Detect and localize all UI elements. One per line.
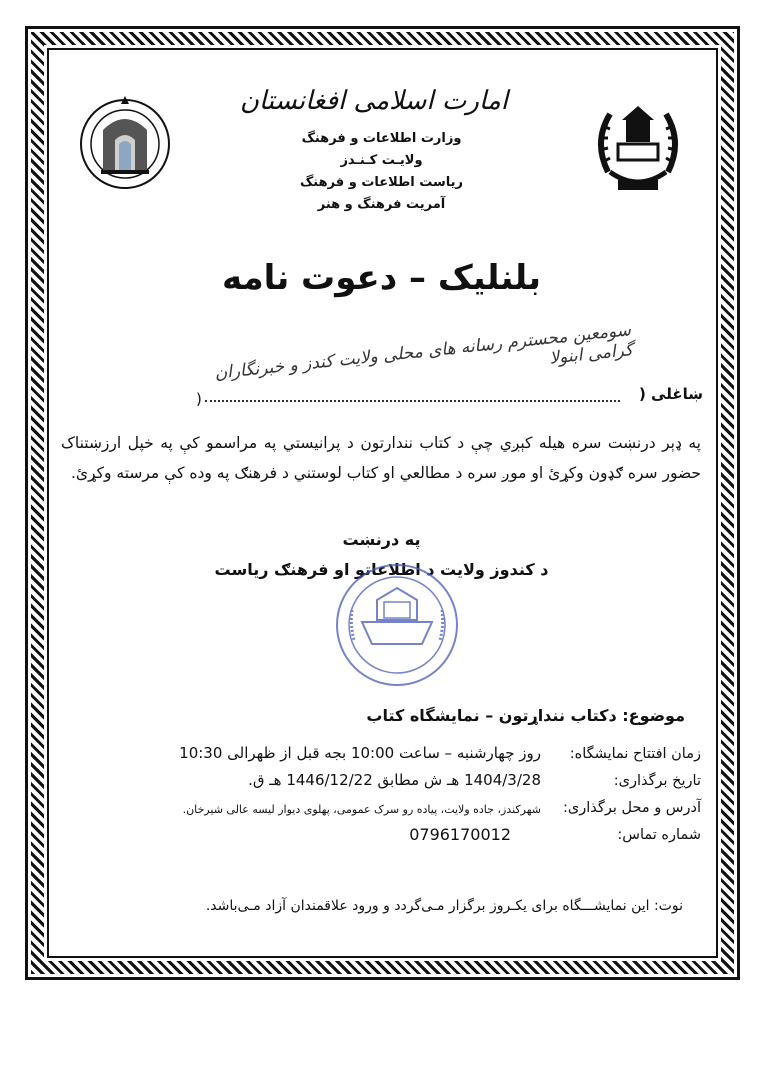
venue-address-value: شهرکندز، جاده ولایت، پیاده رو سرک عمومی، پهلوی دیوار لیسه عالی شیرخان. [182, 803, 541, 816]
addressee-handwriting: سومعین محسترم رسانه های محلی ولایت کندز و خبرنگاران گرامی ابنولا [213, 320, 634, 384]
topic-line [366, 706, 685, 725]
header-line-province: ولایـت کـنـدز [340, 153, 423, 168]
body-paragraph: په ډېر درنښت سره هیله کېږي چې د کتاب نندارتون د پرانیستي په مراسمو کې په خپل ارزښتناک حضور سره ګډون وکړئ او موږ سره د مطالعي او کتاب لوستني د فرهنګ په وده کې مرسته وکړئ. [61, 434, 701, 483]
topic-label: موضوع: [622, 706, 685, 725]
opening-time-value: روز چهارشنبه – ساعت 10:00 بجه قبل از ظهرالی 10:30 [179, 744, 541, 762]
event-date-label: تاریخ برگذاری: [613, 773, 701, 789]
footer-note: نوت: این نمایشـــگاه برای یکـروز برگزار مـی‌گردد و ورود علاقمندان آزاد مـی‌باشد. [205, 898, 683, 914]
venue-address-label: آدرس و محل برگذاری: [563, 800, 701, 816]
addressee-dotted-line [205, 400, 620, 402]
signature-regards: په درنښت [342, 530, 421, 549]
signature-directorate: د کندوز ولایت د اطلاعاتو او فرهنګ ریاست [214, 560, 549, 579]
contact-number-label: شماره تماس: [617, 827, 701, 843]
contact-number-value: 0796170012 [409, 825, 511, 844]
opening-time-label: زمان افتتاح نمایشگاه: [569, 746, 701, 762]
header-line-ministry: وزارت اطلاعات و فرهنگ [301, 131, 462, 146]
addressee-label: ښاغلی ( [638, 385, 703, 403]
header-line-department: آمریت فرهنگ و هنر [317, 197, 446, 212]
header-line-directorate: ریاست اطلاعات و فرهنگ [299, 175, 464, 190]
addressee-close-paren: ) [196, 390, 202, 408]
page-title: بلنلیک – دعوت نامه [222, 258, 541, 298]
event-date-value: 1404/3/28 هـ ش مطابق 1446/12/22 هـ ق. [248, 771, 541, 789]
official-stamp-icon [322, 560, 472, 690]
emirate-title: امارت اسلامی افغانستان [239, 86, 508, 116]
topic-value: دکتاب ننداړتون – نمایشگاه کتاب [366, 706, 617, 725]
